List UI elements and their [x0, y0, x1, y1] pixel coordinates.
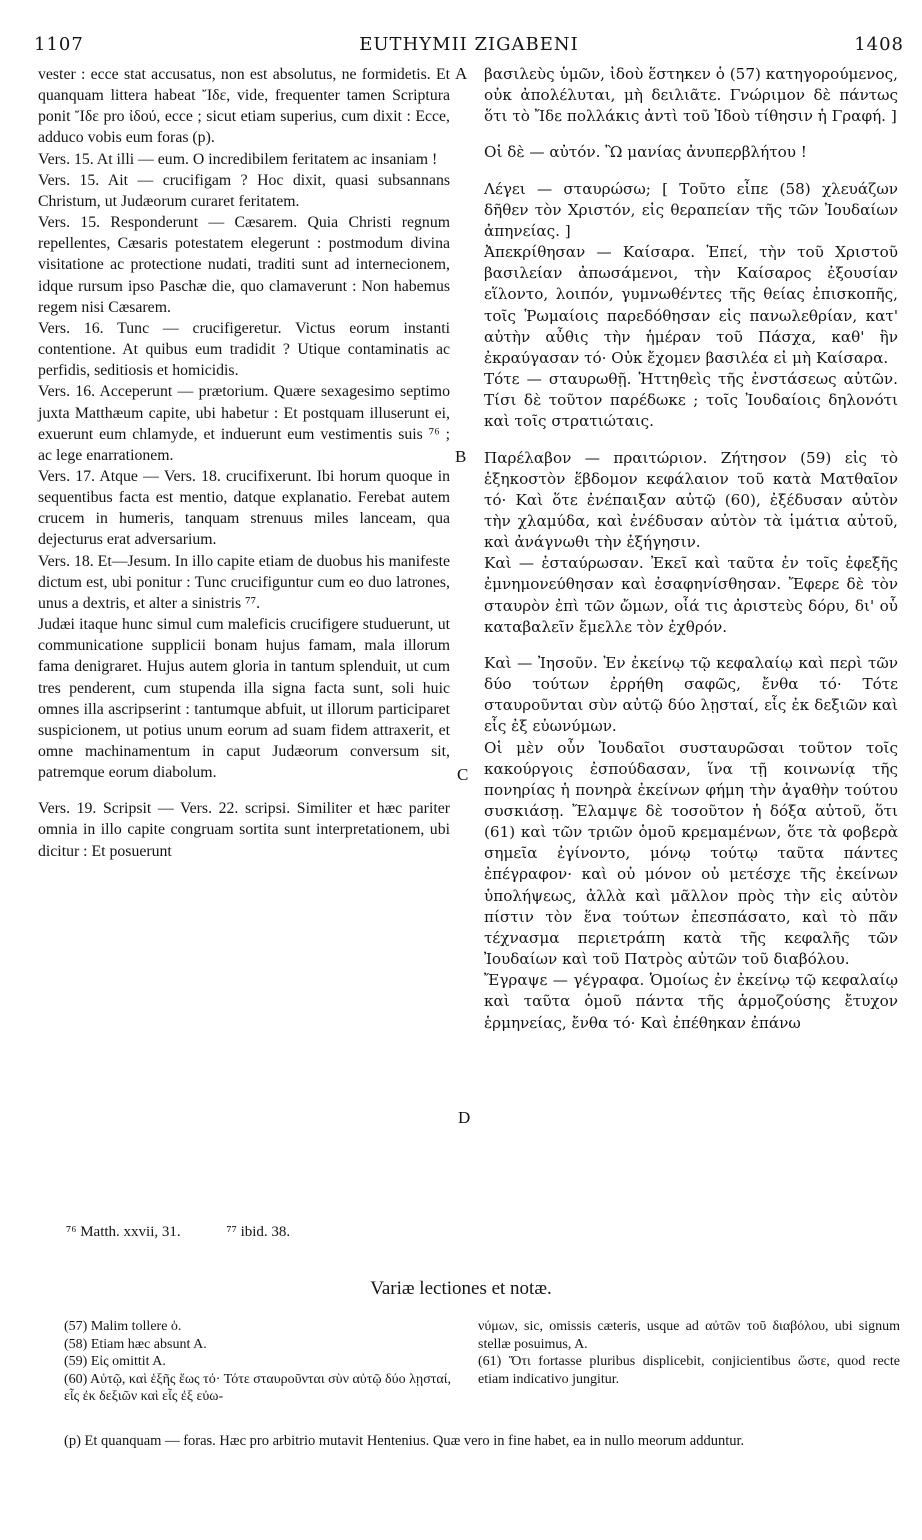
note-58: (58) Etiam hæc absunt A.	[64, 1336, 207, 1352]
editor-note-p	[64, 1432, 904, 1450]
greek-paragraph: Καὶ — ἐσταύρωσαν. Ἐκεῖ καὶ ταῦτα ἐν τοῖς ἐφεξῆς ἐμνημονεύθησαν καὶ ἐσαφηνίσθησαν. Ἔφερε δὲ τὸν σταυρὸν ἐπὶ τῶν ὤμων, οἷά τις ἀριστεὺς δόρυ, δι' οὗ καταβαλεῖν ἔμελλε τὸν ἐχθρόν.	[484, 554, 898, 636]
page-number-right: 1408	[854, 34, 904, 55]
variae-lectiones-heading: Variæ lectiones et notæ.	[370, 1278, 552, 1299]
latin-paragraph: Vers. 18. Et—Jesum. In illo capite etiam de duobus his manifeste dictum est, ubi ponitur : Tunc crucifiguntur cum eo duo latrones, unus a dextris, et alter a sinistris ⁷⁷.	[38, 552, 450, 612]
note-61: (61) Ὅτι fortasse pluribus displicebit, conjicientibus ὥστε, quod recte etiam indicativo jungitur.	[478, 1354, 900, 1387]
greek-paragraph: Οἱ δὲ — αὐτόν. Ὢ μανίας ἀνυπερβλήτου !	[484, 143, 807, 162]
greek-paragraph: Τότε — σταυρωθῇ. Ἡττηθεὶς τῆς ἐνστάσεως αὐτῶν. Τίσι δὲ τοῦτον παρέδωκε ; τοῖς Ἰουδαίοις δηλονότι καὶ τοῖς στρατιώταις.	[484, 370, 898, 431]
latin-paragraph: Vers. 15. Responderunt — Cæsarem. Quia Christi regnum repellentes, Cæsaris potestatem elegerunt : postmodum divina visitatione ac protectione nudati, traditi sunt ad internecionem, idque rursum ipso Paschæ die, quo clamaverunt : Non habemus regem nisi Cæsarem.	[38, 214, 450, 316]
footnote-77: ⁷⁷ ibid. 38.	[226, 1224, 291, 1240]
margin-marker-b: B	[455, 447, 467, 466]
latin-paragraph: Vers. 19. Scripsit — Vers. 22. scripsi. Similiter et hæc pariter omnia in illo capite congruam sortita sunt interpretationem, ubi dicitur : Et posuerunt	[38, 800, 450, 860]
greek-paragraph: Οἱ μὲν οὖν Ἰουδαῖοι συσταυρῶσαι τοῦτον τοῖς κακούργοις ἐσπούδασαν, ἵνα τῇ κοινωνίᾳ τῆς πονηρίας ἡ πονηρὰ ἐκείνων φήμη τὴν ἀγαθὴν τούτου συσκιάσῃ. Ἔλαμψε δὲ τοσοῦτον ἡ δόξα αὐτοῦ, ὅτι (61) καὶ τῶν τριῶν ὁμοῦ κρεμαμένων, ὅτε τὰ φοβερὰ σημεῖα ἐγίνοντο, μόνῳ τούτῳ ταῦτα πάντες ἐπέγραφον· καὶ οὐ μόνον οὐ μετέσχε τῆς ἐκείνων ὑπολήψεως, ἀλλὰ καὶ μᾶλλον πρὸς τὴν εἰς αὐτὸν πίστιν τὸν ἕνα τούτων ἐπεσπάσατο, καὶ τὸ πᾶν τέχνασμα περιετράπη κατὰ τῆς κεφαλῆς τῶν Ἰουδαίων καὶ τοῦ Πατρὸς αὐτῶν τοῦ διαβόλου.	[484, 738, 898, 969]
greek-paragraph: Ἀπεκρίθησαν — Καίσαρα. Ἐπεί, τὴν τοῦ Χριστοῦ βασιλείαν ἀπωσάμενοι, τὴν Καίσαρος ἐξουσίαν εἵλοντο, λοιπόν, γυμνωθέντες τῆς θείας ἐπισκοπῆς, τοῖς Ῥωμαίοις παρεδόθησαν εἰς πανωλεθρίαν, κατ' αὐτὴν αὖθις τὴν ἡμέραν τοῦ Πάσχα, καθ' ἣν ἐκραύγασαν τό· Οὐκ ἔχομεν βασιλέα εἰ μὴ Καίσαρα.	[484, 243, 898, 367]
greek-paragraph: Παρέλαβον — πραιτώριον. Ζήτησον (59) εἰς τὸ ἑξηκοστὸν ἕβδομον κεφάλαιον τοῦ κατὰ Ματθαῖον τό· Καὶ ὅτε ἐνέπαιξαν αὐτῷ (60), ἐξέδυσαν αὐτὸν τὴν χλαμύδα, καὶ ἐνέδυσαν αὐτὸν τὰ ἱμάτια αὐτοῦ, καὶ ἀνάγνωθι τὴν ἐξήγησιν.	[484, 448, 898, 552]
margin-marker-a: A	[455, 64, 468, 83]
note-59: (59) Εἰς omittit A.	[64, 1354, 166, 1369]
note-60-continued: νύμων, sic, omissis cæteris, usque ad αὐτῶν τοῦ διαβόλου, ubi signum stellæ posuimus, A.	[478, 1319, 900, 1352]
latin-paragraph: Vers. 17. Atque — Vers. 18. crucifixerunt. Ibi horum quoque in sequentibus facta est mentio, datque explanatio. Ferebat autem crucem in humeris, tanquam strenuus miles lanceam, qua dejecturus erat adversarium.	[38, 467, 450, 549]
running-title: EUTHYMII ZIGABENI	[359, 34, 579, 55]
latin-paragraph: Vers. 15. Ait — crucifigam ? Hoc dixit, quasi subsannans Christum, ut Judæorum curaret feritatem.	[38, 171, 450, 210]
greek-paragraph: βασιλεὺς ὑμῶν, ἰδοὺ ἕστηκεν ὁ (57) κατηγορούμενος, οὐκ ἀπολέλυται, μὴ δειλιᾶτε. Γνώριμον δὲ πάντως ὅτι τὸ Ἴδε πολλάκις ἀντὶ τοῦ Ἰδοὺ τίθησιν ἡ Γραφή. ]	[484, 65, 898, 126]
latin-paragraph: Vers. 16. Acceperunt — prætorium. Quære sexagesimo septimo juxta Matthæum capite, ubi habetur : Et postquam illuserunt ei, exuerunt eum chlamyde, et induerunt eum vestimentis suis ⁷⁶ ; ac lege enarrationem.	[38, 383, 450, 464]
latin-paragraph: Vers. 15. At illi — eum. O incredibilem feritatem ac insaniam !	[38, 150, 438, 168]
latin-column	[38, 64, 450, 862]
notes-left-column	[64, 1318, 464, 1406]
latin-paragraph: vester : ecce stat accusatus, non est absolutus, ne formidetis. Et quanquam littera habeat Ἴδε, vide, frequenter tamen Scriptura ponit Ἴδε pro ἰδού, ecce ; sicut etiam superius, cum dixit : Ecce, adduco vobis eum foras (p).	[38, 66, 450, 147]
margin-marker-d: D	[458, 1108, 471, 1127]
page-header	[34, 34, 904, 58]
greek-paragraph: Ἔγραψε — γέγραφα. Ὁμοίως ἐν ἐκείνῳ τῷ κεφαλαίῳ καὶ ταῦτα ὁμοῦ πάντα τῆς ἁρμοζούσης ἔτυχον ἑρμηνείας, ἔνθα τό· Καὶ ἐπέθηκαν ἐπάνω	[484, 971, 898, 1032]
note-57: (57) Malim tollere ὁ.	[64, 1319, 182, 1334]
margin-marker-c: C	[457, 765, 469, 784]
editor-note-text: (p) Et quanquam — foras. Hæc pro arbitrio mutavit Hentenius. Quæ vero in fine habet, ea in nullo meorum adduntur.	[64, 1433, 745, 1449]
page-number-left: 1107	[34, 34, 84, 55]
notes-right-column	[478, 1318, 900, 1388]
note-60: (60) Αὐτῷ, καὶ ἑξῆς ἕως τό· Τότε σταυροῦνται σὺν αὐτῷ δύο λῃσταί, εἷς ἐκ δεξιῶν καὶ εἷς ἐξ εὐω-	[64, 1371, 451, 1404]
greek-column	[484, 64, 898, 1034]
latin-paragraph: Vers. 16. Tunc — crucifigeretur. Victus eorum instanti contentione. At quibus eum tradidit ? Utique contaminatis ac perfidis, seditiosis et homicidis.	[38, 319, 450, 380]
latin-paragraph: Judæi itaque hunc simul cum maleficis crucifigere studuerunt, ut communicatione supplicii bonam hujus famam, mala illorum fama denigraret. Hujus autem gloria in tantum splenduit, ut cum tres penderent, cum stupenda illa signa facta sunt, soli huic omnes illa ascripserint : tantumque abfuit, ut illorum participaret suspicionem, ut potius unum eorum ad suam fidem attraxerit, et omne machinamentum in caput Judæorum conversum sit, patremque eorum diabolum.	[38, 616, 450, 782]
footnote-76: ⁷⁶ Matth. xxvii, 31.	[66, 1224, 181, 1240]
greek-paragraph: Καὶ — Ἰησοῦν. Ἐν ἐκείνῳ τῷ κεφαλαίῳ καὶ περὶ τῶν δύο τούτων ἐρρήθη σαφῶς, ἔνθα τό· Τότε σταυροῦνται σὺν αὐτῷ δύο λῃσταί, εἷς ἐκ δεξιῶν καὶ εἷς ἐξ εὐωνύμων.	[484, 653, 898, 736]
greek-paragraph: Λέγει — σταυρώσω; [ Τοῦτο εἶπε (58) χλευάζων δῆθεν τὸν Χριστόν, εἰς θεραπείαν τῆς τῶν Ἰουδαίων ἀπηνείας. ]	[484, 179, 898, 240]
scripture-footnotes	[66, 1224, 332, 1241]
